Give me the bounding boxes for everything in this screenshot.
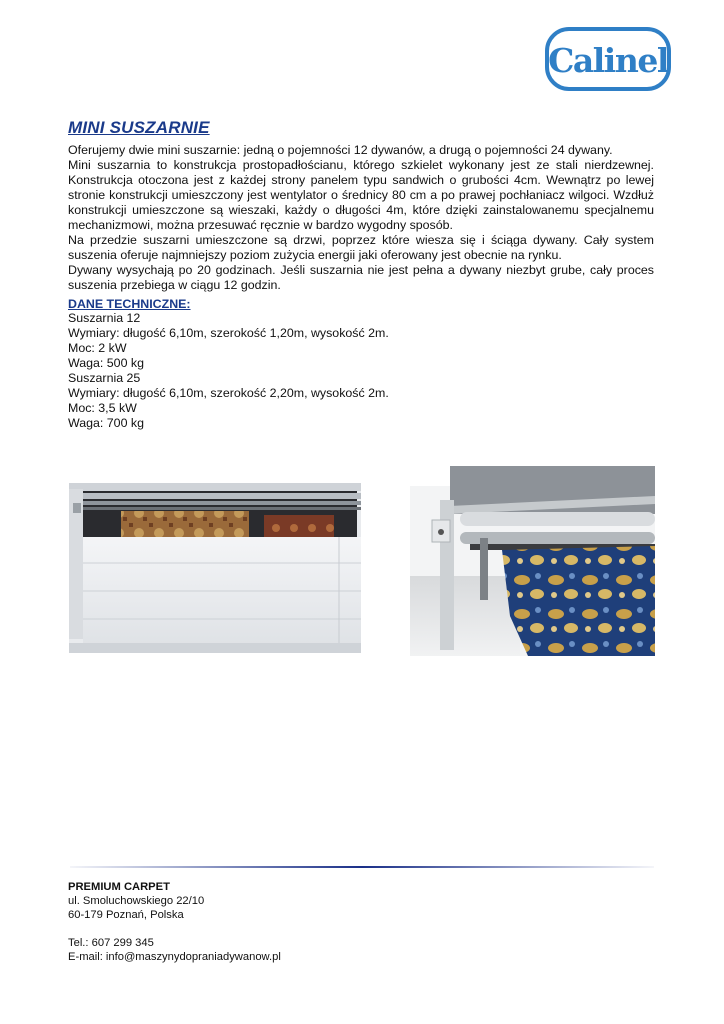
calinel-logo <box>544 26 672 92</box>
spec-line: Moc: 2 kW <box>68 341 127 355</box>
dryer-front-photo <box>69 483 361 653</box>
email: E-mail: info@maszynydopraniadywanow.pl <box>68 951 281 963</box>
spec-line: Wymiary: długość 6,10m, szerokość 2,20m, wysokość 2m. <box>68 386 389 400</box>
footer <box>68 880 281 964</box>
paragraph: Na przedzie suszarni umieszczone są drzwi, poprzez które wiesza się i ściąga dywany. Cały system suszenia oferuje najmniejszy poziom zużycia energii jaki oferowany jest obecnie na rynku. <box>68 233 654 262</box>
spec-line: Suszarnia 25 <box>68 371 141 385</box>
phone: Tel.: 607 299 345 <box>68 937 154 949</box>
city-address: 60-179 Poznań, Polska <box>68 909 184 921</box>
street-address: ul. Smoluchowskiego 22/10 <box>68 895 205 907</box>
spec-line: Wymiary: długość 6,10m, szerokość 1,20m, wysokość 2m. <box>68 326 389 340</box>
page-title: MINI SUSZARNIE <box>68 118 210 137</box>
paragraph: Dywany wysychają po 20 godzinach. Jeśli suszarnia nie jest pełna a dywany niezbyt grube, cały proces suszenia przebiega w ciągu 12 godzin. <box>68 263 654 292</box>
description <box>68 143 654 293</box>
spec-line: Waga: 500 kg <box>68 356 144 370</box>
paragraph: Oferujemy dwie mini suszarnie: jedną o pojemności 12 dywanów, a drugą o pojemności 24 dywany. <box>68 143 613 157</box>
logo-text: Calinel <box>548 41 668 80</box>
spec-line: Moc: 3,5 kW <box>68 401 137 415</box>
tech-heading: DANE TECHNICZNE: <box>68 297 191 311</box>
company-name: PREMIUM CARPET <box>68 881 170 893</box>
footer-divider <box>70 866 654 868</box>
paragraph: Mini suszarnia to konstrukcja prostopadłościanu, którego szkielet wykonany jest ze stali nierdzewnej. Konstrukcja otoczona jest z każdej strony panelem typu sandwich o grubości 4cm. Wewnątrz po lewej stronie konstrukcji umieszczony jest wentylator o średnicy 80 cm a po prawej pochłaniacz wilgoci. Wzdłuż konstrukcji umieszczone są wieszaki, każdy o długości 4m, które dzięki zainstalowanemu specjalnemu mechanizmowi, można przesuwać ręcznie w bardzo wygodny sposób. <box>68 158 654 232</box>
spec-line: Waga: 700 kg <box>68 416 144 430</box>
rug-hanger-photo <box>410 466 655 656</box>
tech-specs <box>68 311 389 431</box>
spec-line: Suszarnia 12 <box>68 311 141 325</box>
